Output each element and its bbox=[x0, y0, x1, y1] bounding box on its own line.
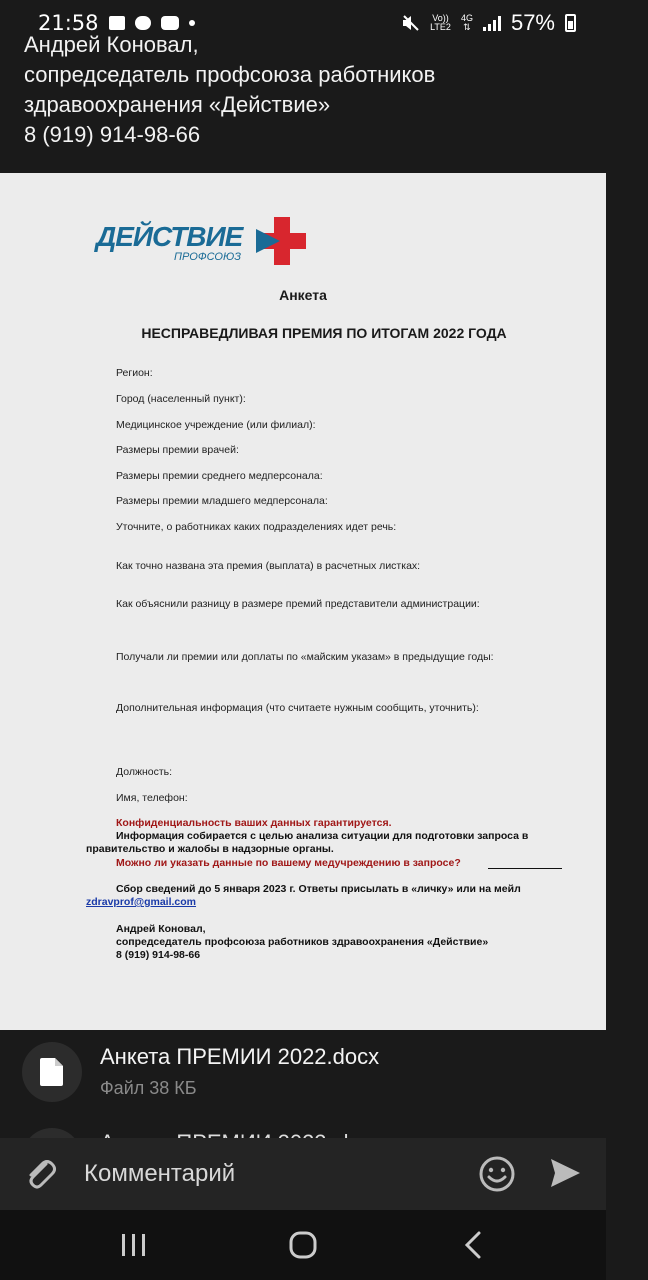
network-top-label: Vo)) bbox=[432, 13, 449, 23]
info-line-1: Информация собирается с целью анализа ситуации для подготовки запроса в bbox=[116, 830, 529, 842]
network-bottom-label: LTE2 bbox=[430, 22, 451, 32]
chat-icon bbox=[135, 16, 151, 30]
logo-sub: ПРОФСОЮЗ bbox=[174, 251, 241, 263]
consent-question: Можно ли указать данные по вашему медучреждению в запросе? bbox=[116, 857, 461, 869]
info-line-2: правительство и жалобы в надзорные органы. bbox=[86, 843, 334, 855]
system-nav-bar bbox=[0, 1210, 606, 1280]
question-doctors-bonus: Размеры премии врачей: bbox=[116, 444, 239, 456]
consent-answer-line bbox=[488, 868, 562, 869]
comment-input[interactable] bbox=[84, 1156, 464, 1192]
email-link[interactable]: zdravprof@gmail.com bbox=[86, 896, 197, 908]
file-icon bbox=[39, 1057, 65, 1087]
question-mid-staff-bonus: Размеры премии среднего медперсонала: bbox=[116, 470, 323, 482]
send-icon[interactable] bbox=[548, 1156, 582, 1190]
question-junior-staff-bonus: Размеры премии младшего медперсонала: bbox=[116, 495, 328, 507]
file-name[interactable]: Анкета ПРЕМИИ 2022.docx bbox=[100, 1044, 380, 1069]
message-line: здравоохранения «Действие» bbox=[24, 92, 331, 117]
question-institution: Медицинское учреждение (или филиал): bbox=[116, 419, 316, 431]
message-line: 8 (919) 914-98-66 bbox=[24, 122, 201, 147]
question-position: Должность: bbox=[116, 766, 173, 778]
union-logo bbox=[96, 215, 316, 275]
signature-name: Андрей Коновал, bbox=[116, 923, 206, 935]
attachment-row[interactable] bbox=[0, 1030, 606, 1140]
question-admin-explanation: Как объяснили разницу в размере премий представители администрации: bbox=[116, 598, 480, 610]
question-may-decrees: Получали ли премии или доплаты по «майским указам» в предыдущие годы: bbox=[116, 651, 494, 663]
gallery-icon bbox=[109, 16, 125, 30]
youtube-icon bbox=[161, 16, 179, 30]
recent-apps-icon[interactable] bbox=[120, 1232, 148, 1258]
question-departments: Уточните, о работниках каких подразделениях идет речь: bbox=[116, 521, 397, 533]
message-line: сопредседатель профсоюза работников bbox=[24, 62, 436, 87]
message-text bbox=[24, 30, 584, 150]
status-time: 21:58 bbox=[38, 11, 99, 35]
document-heading: НЕСПРАВЕДЛИВАЯ ПРЕМИЯ ПО ИТОГАМ 2022 ГОДА bbox=[141, 325, 507, 341]
home-icon[interactable] bbox=[288, 1230, 318, 1260]
signal-icon bbox=[483, 15, 501, 31]
question-city: Город (населенный пункт): bbox=[116, 393, 246, 405]
question-bonus-name: Как точно названа эта премия (выплата) в расчетных листках: bbox=[116, 560, 421, 572]
battery-percent: 57% bbox=[510, 10, 555, 35]
file-meta: Файл 38 КБ bbox=[100, 1078, 197, 1098]
dot-icon bbox=[189, 20, 195, 26]
message-line: Андрей Коновал, bbox=[24, 32, 199, 57]
file-icon-circle[interactable] bbox=[22, 1042, 82, 1102]
back-icon[interactable] bbox=[462, 1230, 484, 1260]
question-name-phone: Имя, телефон: bbox=[116, 792, 188, 804]
data-arrows-icon: ⇅ bbox=[463, 22, 471, 32]
signature-phone: 8 (919) 914-98-66 bbox=[116, 949, 201, 961]
deadline-note: Сбор сведений до 5 января 2023 г. Ответы присылать в «личку» или на мейл bbox=[116, 883, 521, 895]
question-additional-info: Дополнительная информация (что считаете нужным сообщить, уточнить): bbox=[116, 702, 479, 714]
logo-word: ДЕЙСТВИЕ bbox=[96, 221, 243, 252]
comment-bar bbox=[0, 1138, 606, 1210]
confidentiality-note: Конфиденциальность ваших данных гарантируется. bbox=[116, 817, 392, 829]
logo-cross-icon bbox=[254, 215, 310, 267]
question-region: Регион: bbox=[116, 367, 153, 379]
signature-title: сопредседатель профсоюза работников здравоохранения «Действие» bbox=[116, 936, 489, 948]
emoji-icon[interactable] bbox=[478, 1155, 516, 1193]
attach-paperclip-icon[interactable] bbox=[22, 1156, 58, 1192]
document-title: Анкета bbox=[279, 287, 327, 303]
document-preview[interactable] bbox=[0, 173, 606, 1030]
network-type-label: 4G bbox=[460, 13, 473, 23]
